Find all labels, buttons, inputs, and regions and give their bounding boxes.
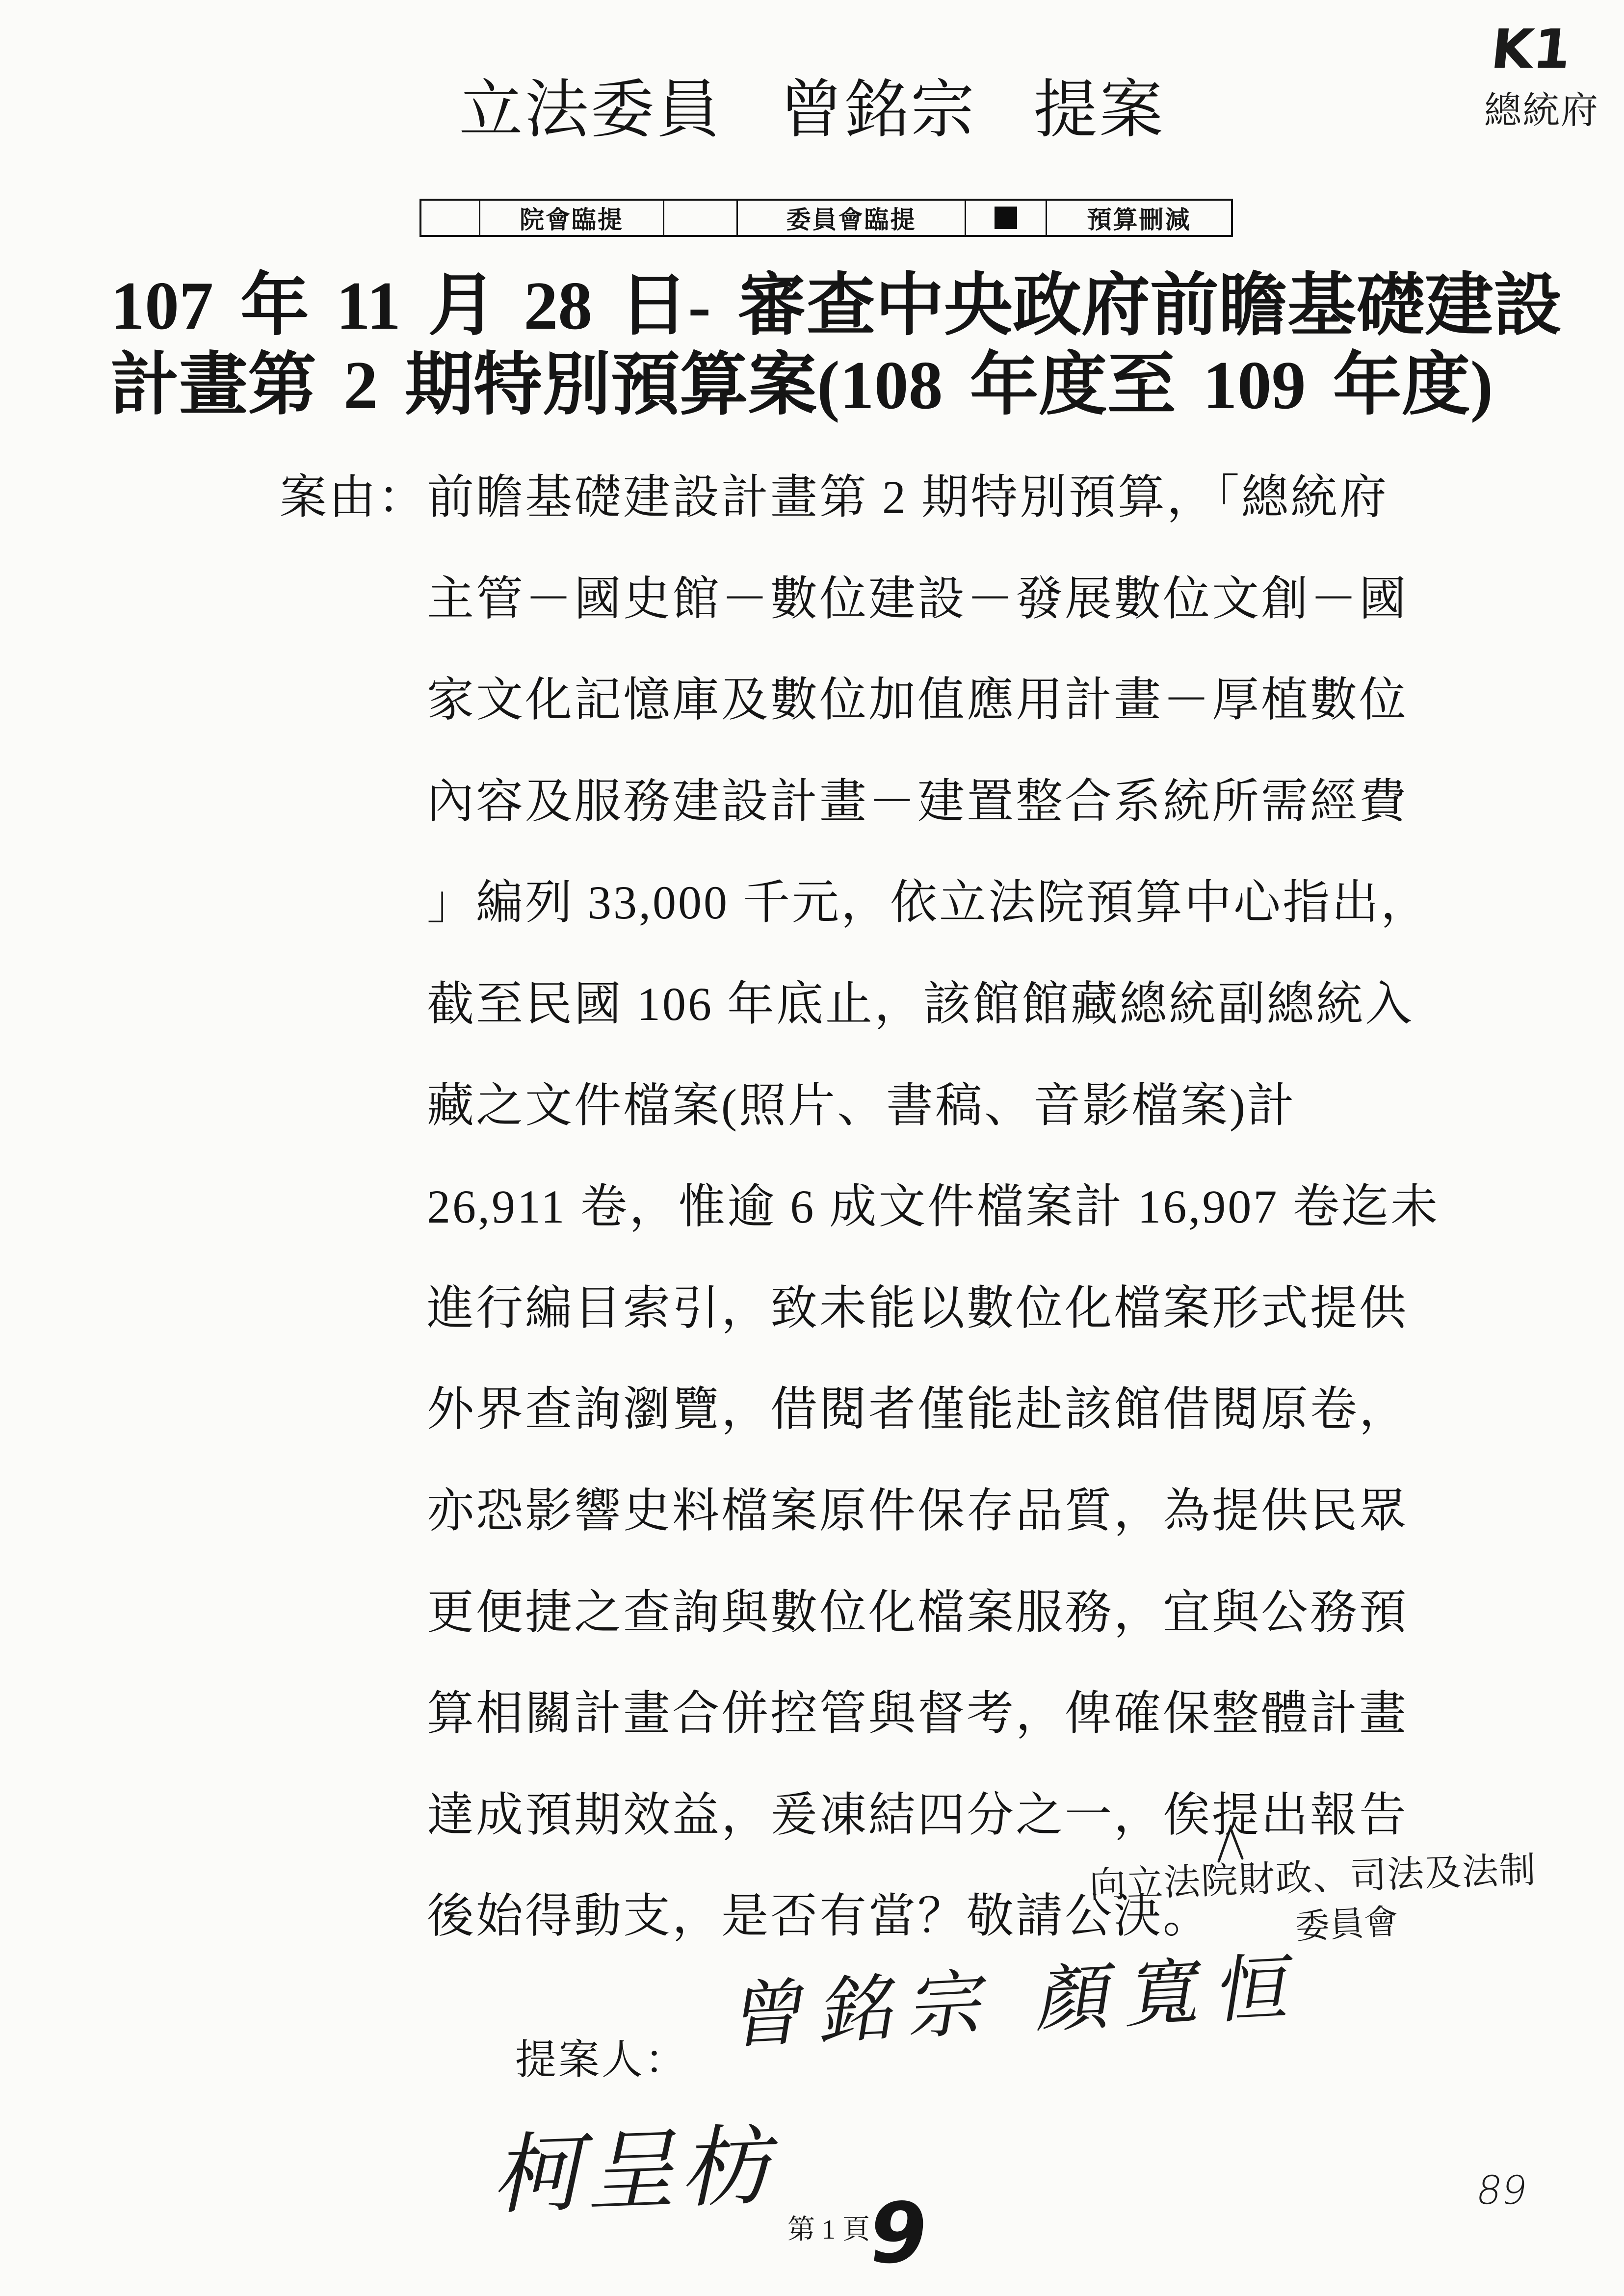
handwritten-page-number: 9 xyxy=(863,2185,935,2282)
document-title: 立法委員 曾銘宗 提案 xyxy=(459,75,1165,146)
proposal-type-table xyxy=(419,199,1233,237)
signature-primary: 曾銘宗 顏寬恒 xyxy=(726,1944,1314,2060)
body-line: 算相關計畫合併控管與督考，俾確保整體計畫 xyxy=(427,1687,1408,1740)
case-label: 案由： xyxy=(280,471,427,523)
handwritten-annotation-line-2: 委員會 xyxy=(1294,1901,1400,1947)
option-label-plenary: 院會臨提 xyxy=(480,201,664,235)
body-line: 截至民國 106 年底止，該館館藏總統副總統入 xyxy=(427,977,1414,1030)
body-line: 達成預期效益，爰凍結四分之一，俟提出報告 xyxy=(427,1788,1408,1841)
body-line: 藏之文件檔案(照片、書稿、音影檔案)計 xyxy=(427,1079,1296,1132)
body-line: 亦恐影響史料檔案原件保存品質，為提供民眾 xyxy=(427,1484,1408,1537)
insertion-caret-icon xyxy=(1216,1824,1245,1863)
handwritten-number: 89 xyxy=(1472,2167,1531,2213)
heading-line-1: 107 年 11 月 28 日- 審查中央政府前瞻基礎建設 xyxy=(110,268,1562,344)
checkbox-plenary xyxy=(421,201,480,235)
body-line: 更便捷之查詢與數位化檔案服務，宜與公務預 xyxy=(427,1586,1408,1639)
checkbox-committee xyxy=(664,201,738,235)
page-number-label: 第 1 頁 xyxy=(787,2215,870,2245)
handwritten-annotation-line-1: 向立法院財政、司法及法制 xyxy=(1088,1849,1538,1906)
body-line: 前瞻基礎建設計畫第 2 期特別預算，「總統府 xyxy=(427,471,1388,523)
body-line: 後始得動支，是否有當？敬請公決。 xyxy=(427,1890,1212,1943)
body-line: 內容及服務建設計畫－建置整合系統所需經費 xyxy=(427,775,1408,828)
corner-note-mark: 總統府 xyxy=(1484,88,1599,132)
signature-secondary: 柯呈枋 xyxy=(488,2114,792,2227)
checkbox-budget-cut xyxy=(966,201,1047,235)
body-line: 26,911 卷，惟逾 6 成文件檔案計 16,907 卷迄未 xyxy=(427,1180,1440,1233)
body-line: 外界查詢瀏覽，借閱者僅能赴該館借閱原卷， xyxy=(427,1383,1408,1436)
heading-line-2: 計畫第 2 期特別預算案(108 年度至 109 年度) xyxy=(110,347,1493,423)
proposer-label: 提案人： xyxy=(515,2037,688,2083)
option-label-committee: 委員會臨提 xyxy=(738,201,966,235)
body-line: 家文化記憶庫及數位加值應用計畫－厚植數位 xyxy=(427,674,1408,727)
body-line: 主管－國史館－數位建設－發展數位文創－國 xyxy=(427,572,1408,625)
body-line: 進行編目索引，致未能以數位化檔案形式提供 xyxy=(427,1281,1408,1334)
corner-code-mark: K1 xyxy=(1488,18,1574,80)
case-body xyxy=(427,447,1440,1967)
body-line: 」編列 33,000 千元，依立法院預算中心指出， xyxy=(427,876,1430,929)
option-label-budget-cut: 預算刪減 xyxy=(1087,206,1191,234)
